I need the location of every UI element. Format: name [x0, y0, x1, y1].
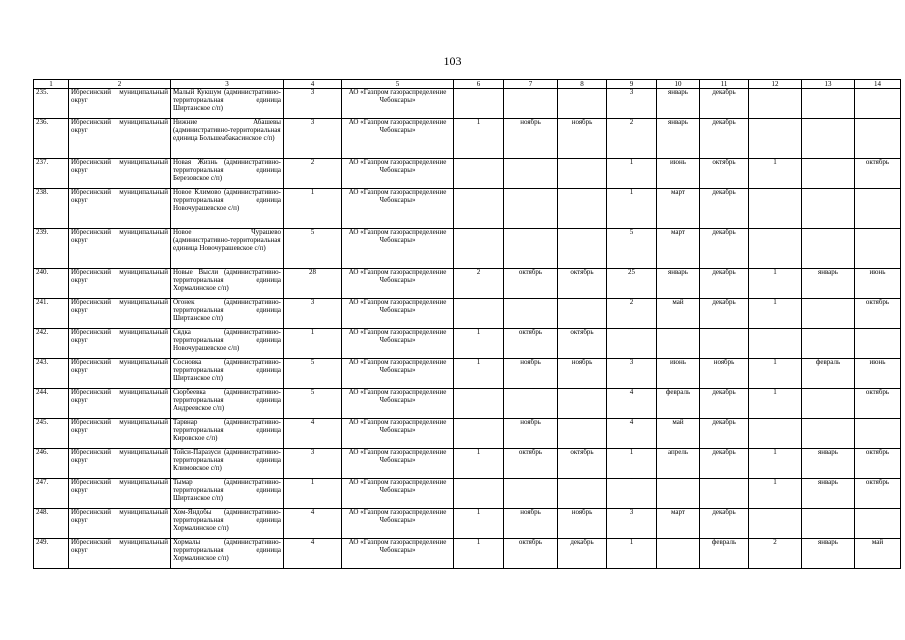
- col8-cell: ноябрь: [558, 359, 607, 389]
- col12-cell: [749, 189, 802, 229]
- col13-cell: [802, 419, 855, 449]
- col10-cell: [657, 479, 700, 509]
- district-cell: Ибресинский муниципальный округ: [69, 419, 171, 449]
- district-cell: Ибресинский муниципальный округ: [69, 299, 171, 329]
- col14-cell: [855, 329, 901, 359]
- col7-cell: [504, 229, 558, 269]
- col9-cell: 2: [607, 119, 657, 159]
- col9-cell: 5: [607, 229, 657, 269]
- col11-cell: ноябрь: [700, 359, 749, 389]
- col8-cell: [558, 299, 607, 329]
- column-header-2: 2: [69, 80, 171, 89]
- column-header-12: 12: [749, 80, 802, 89]
- district-cell: Ибресинский муниципальный округ: [69, 449, 171, 479]
- col4-cell: 1: [284, 329, 342, 359]
- col14-cell: [855, 89, 901, 119]
- settlement-cell: Новые Высли (административно-территориальная единица Хормалинское с/п): [171, 269, 284, 299]
- organization-cell: АО «Газпром газораспределение Чебоксары»: [342, 159, 454, 189]
- col8-cell: [558, 229, 607, 269]
- column-header-4: 4: [284, 80, 342, 89]
- col9-cell: 1: [607, 159, 657, 189]
- col12-cell: [749, 419, 802, 449]
- district-cell: Ибресинский муниципальный округ: [69, 159, 171, 189]
- table-row: [34, 509, 901, 539]
- col13-cell: [802, 189, 855, 229]
- schedule-table: [33, 79, 901, 569]
- col6-cell: [454, 189, 504, 229]
- col8-cell: [558, 419, 607, 449]
- column-header-13: 13: [802, 80, 855, 89]
- col9-cell: [607, 479, 657, 509]
- settlement-cell: Огонек (административно-территориальная единица Ширтанское с/п): [171, 299, 284, 329]
- col11-cell: декабрь: [700, 119, 749, 159]
- column-header-3: 3: [171, 80, 284, 89]
- col9-cell: 1: [607, 539, 657, 569]
- col6-cell: 1: [454, 359, 504, 389]
- col7-cell: октябрь: [504, 329, 558, 359]
- col13-cell: февраль: [802, 359, 855, 389]
- header-row: [34, 80, 901, 89]
- col10-cell: [657, 539, 700, 569]
- table-row: [34, 449, 901, 479]
- col4-cell: 3: [284, 119, 342, 159]
- col8-cell: [558, 389, 607, 419]
- organization-cell: АО «Газпром газораспределение Чебоксары»: [342, 509, 454, 539]
- col4-cell: 5: [284, 359, 342, 389]
- col12-cell: [749, 119, 802, 159]
- col11-cell: декабрь: [700, 509, 749, 539]
- settlement-cell: Сядка (административно-территориальная единица Новочурашевское с/п): [171, 329, 284, 359]
- table-body: [34, 89, 901, 569]
- table-row: [34, 419, 901, 449]
- settlement-cell: Тойси-Паразуси (административно-территориальная единица Климовское с/п): [171, 449, 284, 479]
- district-cell: Ибресинский муниципальный округ: [69, 229, 171, 269]
- col12-cell: 1: [749, 389, 802, 419]
- col11-cell: декабрь: [700, 389, 749, 419]
- col8-cell: декабрь: [558, 539, 607, 569]
- col8-cell: октябрь: [558, 269, 607, 299]
- organization-cell: АО «Газпром газораспределение Чебоксары»: [342, 189, 454, 229]
- col4-cell: 1: [284, 479, 342, 509]
- col9-cell: 25: [607, 269, 657, 299]
- col13-cell: [802, 119, 855, 159]
- organization-cell: АО «Газпром газораспределение Чебоксары»: [342, 449, 454, 479]
- settlement-cell: Нижние Абашевы (административно-территориальная единица Большеабакасинское с/п): [171, 119, 284, 159]
- col8-cell: октябрь: [558, 329, 607, 359]
- district-cell: Ибресинский муниципальный округ: [69, 389, 171, 419]
- col9-cell: [607, 329, 657, 359]
- col7-cell: [504, 299, 558, 329]
- col10-cell: июнь: [657, 159, 700, 189]
- organization-cell: АО «Газпром газораспределение Чебоксары»: [342, 359, 454, 389]
- col7-cell: [504, 89, 558, 119]
- organization-cell: АО «Газпром газораспределение Чебоксары»: [342, 89, 454, 119]
- col8-cell: [558, 159, 607, 189]
- district-cell: Ибресинский муниципальный округ: [69, 189, 171, 229]
- col7-cell: [504, 479, 558, 509]
- col4-cell: 3: [284, 89, 342, 119]
- table-header: [34, 80, 901, 89]
- col14-cell: [855, 119, 901, 159]
- settlement-cell: Хормалы (административно-территориальная единица Хормалинское с/п): [171, 539, 284, 569]
- col7-cell: [504, 159, 558, 189]
- col14-cell: [855, 509, 901, 539]
- organization-cell: АО «Газпром газораспределение Чебоксары»: [342, 389, 454, 419]
- settlement-cell: Тарвнар (административно-территориальная единица Кировское с/п): [171, 419, 284, 449]
- col13-cell: [802, 329, 855, 359]
- col13-cell: [802, 509, 855, 539]
- col8-cell: ноябрь: [558, 509, 607, 539]
- row-number: 241.: [34, 299, 69, 329]
- col4-cell: 28: [284, 269, 342, 299]
- col14-cell: [855, 229, 901, 269]
- col7-cell: ноябрь: [504, 509, 558, 539]
- settlement-cell: Сосновка (административно-территориальная единица Ширтанское с/п): [171, 359, 284, 389]
- col8-cell: [558, 189, 607, 229]
- row-number: 249.: [34, 539, 69, 569]
- district-cell: Ибресинский муниципальный округ: [69, 119, 171, 159]
- col6-cell: 1: [454, 539, 504, 569]
- row-number: 239.: [34, 229, 69, 269]
- col10-cell: март: [657, 229, 700, 269]
- column-header-1: 1: [34, 80, 69, 89]
- row-number: 243.: [34, 359, 69, 389]
- col11-cell: декабрь: [700, 189, 749, 229]
- organization-cell: АО «Газпром газораспределение Чебоксары»: [342, 119, 454, 159]
- col9-cell: 4: [607, 419, 657, 449]
- row-number: 245.: [34, 419, 69, 449]
- col11-cell: декабрь: [700, 229, 749, 269]
- col10-cell: январь: [657, 89, 700, 119]
- col14-cell: июнь: [855, 269, 901, 299]
- row-number: 244.: [34, 389, 69, 419]
- col6-cell: [454, 159, 504, 189]
- row-number: 236.: [34, 119, 69, 159]
- col10-cell: май: [657, 299, 700, 329]
- column-header-7: 7: [504, 80, 558, 89]
- col11-cell: октябрь: [700, 159, 749, 189]
- organization-cell: АО «Газпром газораспределение Чебоксары»: [342, 539, 454, 569]
- col4-cell: 2: [284, 159, 342, 189]
- col12-cell: [749, 89, 802, 119]
- settlement-cell: Новая Жизнь (административно-территориальная единица Березовское с/п): [171, 159, 284, 189]
- col14-cell: октябрь: [855, 479, 901, 509]
- col13-cell: январь: [802, 539, 855, 569]
- col10-cell: март: [657, 509, 700, 539]
- settlement-cell: Новое Климово (административно-территориальная единица Новочурашевское с/п): [171, 189, 284, 229]
- col12-cell: 1: [749, 159, 802, 189]
- col4-cell: 3: [284, 299, 342, 329]
- col12-cell: [749, 229, 802, 269]
- col7-cell: ноябрь: [504, 359, 558, 389]
- row-number: 248.: [34, 509, 69, 539]
- col7-cell: октябрь: [504, 539, 558, 569]
- district-cell: Ибресинский муниципальный округ: [69, 269, 171, 299]
- settlement-cell: Тымар (административно-территориальная единица Ширтанское с/п): [171, 479, 284, 509]
- column-header-14: 14: [855, 80, 901, 89]
- col14-cell: [855, 189, 901, 229]
- col9-cell: 3: [607, 509, 657, 539]
- column-header-11: 11: [700, 80, 749, 89]
- row-number: 238.: [34, 189, 69, 229]
- col14-cell: октябрь: [855, 449, 901, 479]
- col13-cell: [802, 389, 855, 419]
- district-cell: Ибресинский муниципальный округ: [69, 359, 171, 389]
- col12-cell: [749, 509, 802, 539]
- col12-cell: [749, 329, 802, 359]
- table-row: [34, 329, 901, 359]
- col9-cell: 3: [607, 359, 657, 389]
- col8-cell: [558, 479, 607, 509]
- col7-cell: октябрь: [504, 449, 558, 479]
- col6-cell: [454, 229, 504, 269]
- col6-cell: 1: [454, 329, 504, 359]
- col6-cell: [454, 479, 504, 509]
- table-row: [34, 159, 901, 189]
- table-row: [34, 389, 901, 419]
- col4-cell: 5: [284, 389, 342, 419]
- column-header-6: 6: [454, 80, 504, 89]
- col9-cell: 3: [607, 89, 657, 119]
- row-number: 246.: [34, 449, 69, 479]
- col14-cell: [855, 419, 901, 449]
- col13-cell: январь: [802, 449, 855, 479]
- col10-cell: июнь: [657, 359, 700, 389]
- col12-cell: 1: [749, 359, 802, 389]
- col12-cell: 1: [749, 449, 802, 479]
- organization-cell: АО «Газпром газораспределение Чебоксары»: [342, 479, 454, 509]
- district-cell: Ибресинский муниципальный округ: [69, 89, 171, 119]
- organization-cell: АО «Газпром газораспределение Чебоксары»: [342, 329, 454, 359]
- organization-cell: АО «Газпром газораспределение Чебоксары»: [342, 269, 454, 299]
- settlement-cell: Хом-Яндобы (административно-территориальная единица Хормалинское с/п): [171, 509, 284, 539]
- col10-cell: февраль: [657, 389, 700, 419]
- col4-cell: 5: [284, 229, 342, 269]
- organization-cell: АО «Газпром газораспределение Чебоксары»: [342, 229, 454, 269]
- col10-cell: январь: [657, 119, 700, 159]
- col14-cell: октябрь: [855, 299, 901, 329]
- col11-cell: декабрь: [700, 419, 749, 449]
- col7-cell: ноябрь: [504, 119, 558, 159]
- settlement-cell: Малый Кукшум (административно-территориальная единица Ширтанское с/п): [171, 89, 284, 119]
- col11-cell: [700, 329, 749, 359]
- district-cell: Ибресинский муниципальный округ: [69, 329, 171, 359]
- page-number: 103: [443, 54, 462, 68]
- col10-cell: март: [657, 189, 700, 229]
- col11-cell: декабрь: [700, 449, 749, 479]
- district-cell: Ибресинский муниципальный округ: [69, 479, 171, 509]
- row-number: 237.: [34, 159, 69, 189]
- col6-cell: [454, 389, 504, 419]
- organization-cell: АО «Газпром газораспределение Чебоксары»: [342, 299, 454, 329]
- col4-cell: 4: [284, 419, 342, 449]
- district-cell: Ибресинский муниципальный округ: [69, 539, 171, 569]
- row-number: 235.: [34, 89, 69, 119]
- col8-cell: ноябрь: [558, 119, 607, 159]
- col14-cell: май: [855, 539, 901, 569]
- table-row: [34, 189, 901, 229]
- district-cell: Ибресинский муниципальный округ: [69, 509, 171, 539]
- table-row: [34, 119, 901, 159]
- col10-cell: апрель: [657, 449, 700, 479]
- table-row: [34, 299, 901, 329]
- settlement-cell: Новое Чурашево (административно-территориальная единица Новочурашевское с/п): [171, 229, 284, 269]
- table-row: [34, 89, 901, 119]
- col4-cell: 4: [284, 539, 342, 569]
- col4-cell: 1: [284, 189, 342, 229]
- col4-cell: 3: [284, 449, 342, 479]
- column-header-9: 9: [607, 80, 657, 89]
- table-row: [34, 359, 901, 389]
- col13-cell: [802, 89, 855, 119]
- col13-cell: январь: [802, 479, 855, 509]
- table-row: [34, 229, 901, 269]
- col12-cell: 1: [749, 269, 802, 299]
- col6-cell: 1: [454, 119, 504, 159]
- table-row: [34, 539, 901, 569]
- col7-cell: [504, 189, 558, 229]
- col6-cell: 1: [454, 509, 504, 539]
- col9-cell: 4: [607, 389, 657, 419]
- col8-cell: октябрь: [558, 449, 607, 479]
- col12-cell: 1: [749, 479, 802, 509]
- col13-cell: [802, 299, 855, 329]
- col13-cell: [802, 229, 855, 269]
- table-row: [34, 269, 901, 299]
- col7-cell: октябрь: [504, 269, 558, 299]
- col13-cell: [802, 159, 855, 189]
- col9-cell: 1: [607, 189, 657, 229]
- col7-cell: ноябрь: [504, 419, 558, 449]
- col11-cell: декабрь: [700, 269, 749, 299]
- col13-cell: январь: [802, 269, 855, 299]
- col10-cell: май: [657, 419, 700, 449]
- col6-cell: 2: [454, 269, 504, 299]
- col14-cell: октябрь: [855, 159, 901, 189]
- row-number: 240.: [34, 269, 69, 299]
- organization-cell: АО «Газпром газораспределение Чебоксары»: [342, 419, 454, 449]
- col11-cell: декабрь: [700, 299, 749, 329]
- col6-cell: [454, 419, 504, 449]
- column-header-10: 10: [657, 80, 700, 89]
- col10-cell: январь: [657, 269, 700, 299]
- column-header-8: 8: [558, 80, 607, 89]
- col11-cell: февраль: [700, 539, 749, 569]
- col11-cell: [700, 479, 749, 509]
- col14-cell: октябрь: [855, 389, 901, 419]
- col7-cell: [504, 389, 558, 419]
- row-number: 247.: [34, 479, 69, 509]
- table-row: [34, 479, 901, 509]
- col6-cell: [454, 89, 504, 119]
- col14-cell: июнь: [855, 359, 901, 389]
- col12-cell: 1: [749, 299, 802, 329]
- col4-cell: 4: [284, 509, 342, 539]
- col10-cell: [657, 329, 700, 359]
- row-number: 242.: [34, 329, 69, 359]
- column-header-5: 5: [342, 80, 454, 89]
- col9-cell: 1: [607, 449, 657, 479]
- col12-cell: 2: [749, 539, 802, 569]
- col11-cell: декабрь: [700, 89, 749, 119]
- col9-cell: 2: [607, 299, 657, 329]
- col6-cell: 1: [454, 449, 504, 479]
- col6-cell: [454, 299, 504, 329]
- col8-cell: [558, 89, 607, 119]
- settlement-cell: Сюрбеевка (административно-территориальная единица Андреевское с/п): [171, 389, 284, 419]
